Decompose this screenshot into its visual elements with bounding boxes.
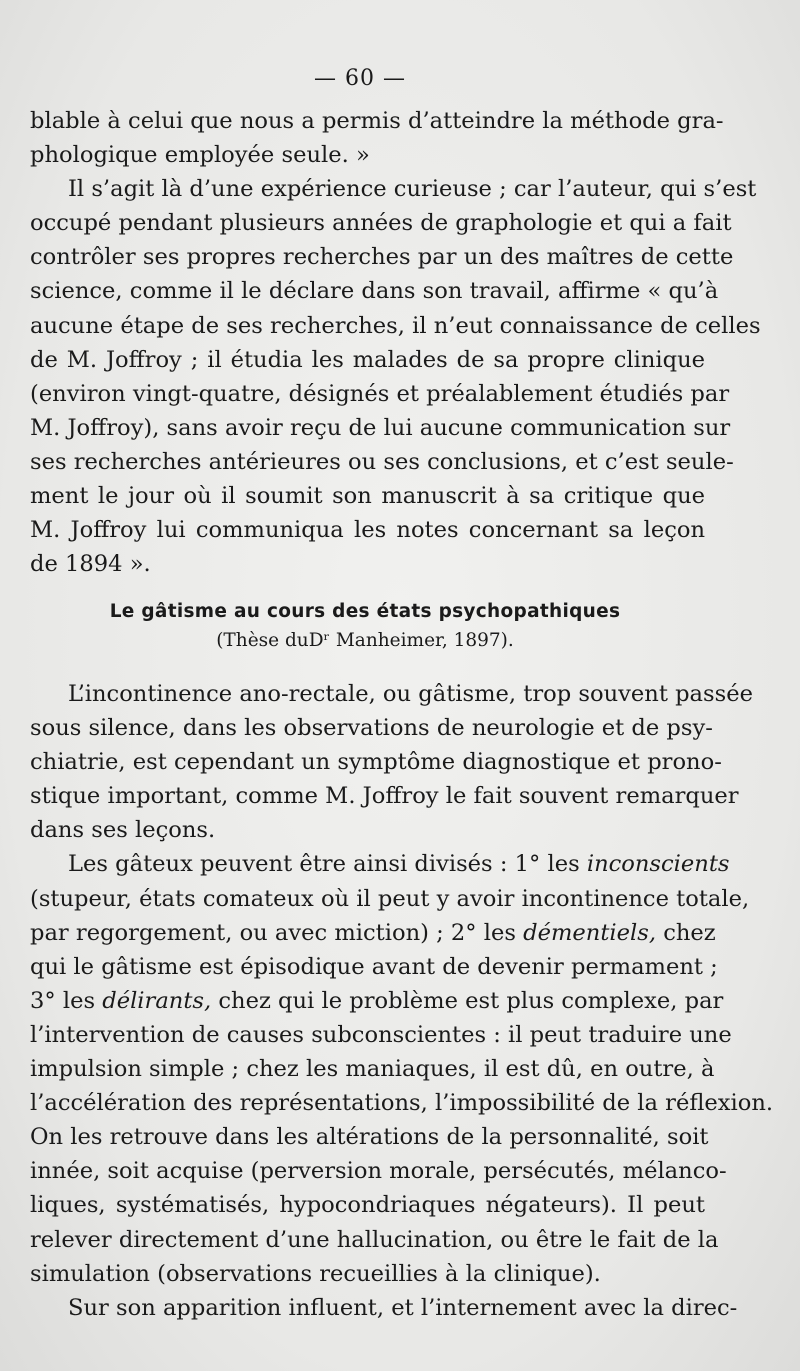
section-heading: Le gâtisme au cours des états psychopathiques xyxy=(109,601,621,622)
text-line: science, comme il le déclare dans son travail, affirme « qu’à xyxy=(30,278,719,305)
text-line: relever directement d’une hallucination, ou être le fait de la xyxy=(30,1226,719,1253)
text-line xyxy=(30,984,724,1018)
text-line: simulation (observations recueillies à la clinique). xyxy=(30,1260,601,1287)
text-line: occupé pendant plusieurs années de graphologie et qui a fait xyxy=(30,210,732,237)
text-line: chiatrie, est cependant un symptôme diagnostique et prono- xyxy=(30,749,722,776)
text-line: sous silence, dans les observations de neurologie et de psy- xyxy=(30,715,713,742)
text-line: qui le gâtisme est épisodique avant de devenir permament ; xyxy=(30,953,718,980)
text-line: M. Joffroy lui communiqua les notes concernant sa leçon xyxy=(30,517,705,544)
text-line: ses recherches antérieures ou ses conclusions, et c’est seule- xyxy=(30,448,734,475)
text-line: (environ vingt-quatre, désignés et préalablement étudiés par xyxy=(30,380,730,407)
text-line: l’accélération des représentations, l’impossibilité de la réflexion. xyxy=(30,1090,774,1117)
text-line: On les retrouve dans les altérations de la personnalité, soit xyxy=(30,1124,709,1151)
italic-term: démentiels, xyxy=(523,919,657,946)
italic-term: délirants, xyxy=(102,987,212,1014)
text-line: phologique employée seule. » xyxy=(30,142,370,169)
text-fragment: chez qui le problème est plus complexe, par xyxy=(211,987,724,1014)
text-line: aucune étape de ses recherches, il n’eut connaissance de celles xyxy=(30,312,761,339)
text-line: de M. Joffroy ; il étudia les malades de sa propre clinique xyxy=(30,346,705,373)
italic-term: inconscients xyxy=(586,851,730,878)
text-line: ment le jour où il soumit son manuscrit à sa critique que xyxy=(30,483,705,510)
text-line: innée, soit acquise (perversion morale, persécutés, mélanco- xyxy=(30,1158,727,1185)
section-subheading: (Thèse duDʳ Manheimer, 1897). xyxy=(216,630,514,651)
page-number: — 60 — xyxy=(314,66,406,91)
paragraph-block-bottom xyxy=(30,677,774,1325)
text-line: Il s’agit là d’une expérience curieuse ; car l’auteur, qui s’est xyxy=(68,176,757,203)
text-fragment: par regorgement, ou avec miction) ; 2° les xyxy=(30,919,524,946)
text-line: l’intervention de causes subconscientes : il peut traduire une xyxy=(30,1021,732,1048)
text-line: L’incontinence ano-rectale, ou gâtisme, trop souvent passée xyxy=(68,681,753,707)
text-line xyxy=(30,916,716,950)
text-line: stique important, comme M. Joffroy le fait souvent remarquer xyxy=(30,783,739,810)
text-fragment: chez xyxy=(656,919,716,946)
paragraph-block-top xyxy=(30,104,761,581)
text-fragment: 3° les xyxy=(30,987,103,1014)
text-line: M. Joffroy), sans avoir reçu de lui aucune communication sur xyxy=(30,414,731,441)
text-line: contrôler ses propres recherches par un des maîtres de cette xyxy=(30,244,734,271)
text-line: (stupeur, états comateux où il peut y avoir incontinence totale, xyxy=(30,885,750,912)
text-line: impulsion simple ; chez les maniaques, il est dû, en outre, à xyxy=(30,1056,715,1083)
text-line: de 1894 ». xyxy=(30,551,151,578)
text-fragment: Les gâteux peuvent être ainsi divisés : 1° les xyxy=(68,851,587,878)
text-line: Sur son apparition influent, et l’internement avec la direc- xyxy=(68,1294,738,1321)
text-line: liques, systématisés, hypocondriaques négateurs). Il peut xyxy=(30,1192,705,1219)
text-line: blable à celui que nous a permis d’atteindre la méthode gra- xyxy=(30,108,724,134)
text-line xyxy=(30,847,730,881)
text-line: dans ses leçons. xyxy=(30,817,216,844)
